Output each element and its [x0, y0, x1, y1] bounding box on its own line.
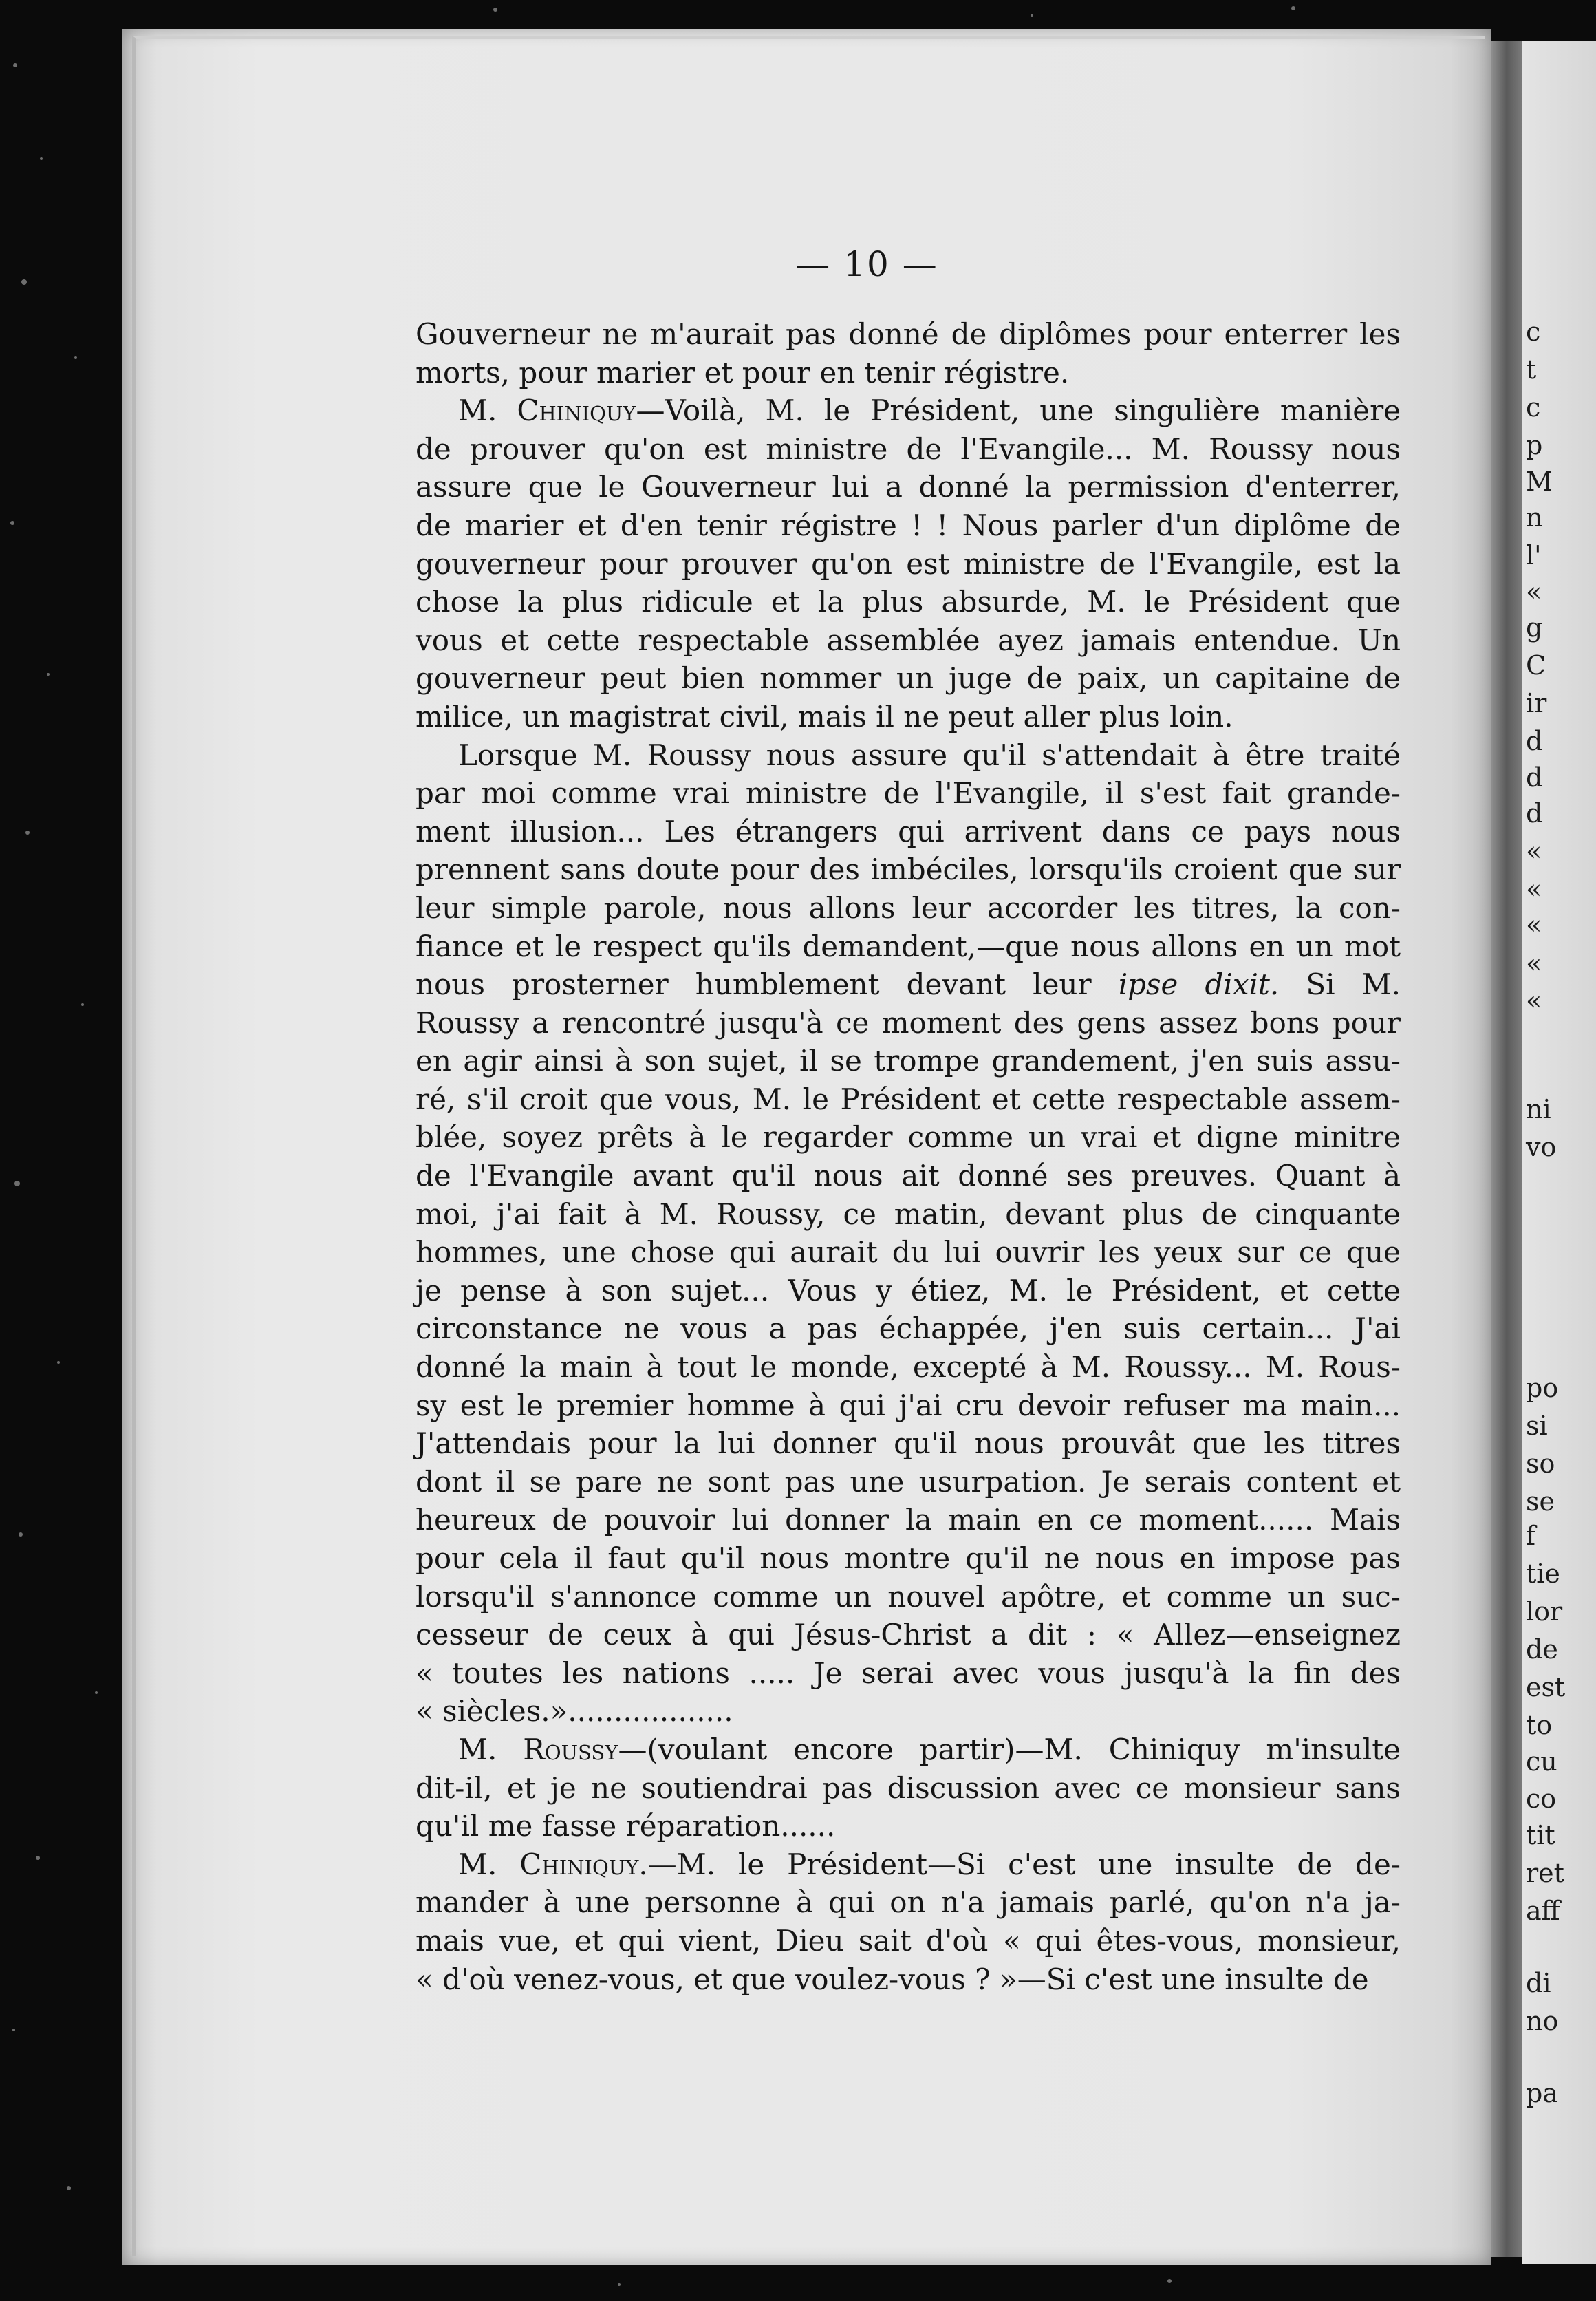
line-text: Roussy a rencontré jusqu'à ce moment des gens assez bons pour: [416, 1005, 1401, 1040]
line-text: cesseur de ceux à qui Jésus-Christ a dit : « Allez—enseignez: [416, 1618, 1401, 1652]
facing-page-fragment: «: [1526, 874, 1542, 904]
text-line: [416, 774, 1401, 813]
facing-page-fragment: ir: [1526, 688, 1547, 718]
line-text: fiance et le respect qu'ils demandent,—que nous allons en un mot: [416, 929, 1401, 963]
facing-page-fragment: «: [1526, 910, 1542, 940]
text-line: [416, 698, 1401, 736]
text-line: [416, 1118, 1401, 1157]
facing-page-fragment: tie: [1526, 1559, 1560, 1589]
text-line: [416, 1539, 1401, 1578]
text-line: [416, 1309, 1401, 1348]
line-text: prennent sans doute pour des imbéciles, lorsqu'ils croient que sur: [416, 853, 1401, 887]
text-line: [416, 850, 1401, 889]
text-line: [416, 545, 1401, 584]
text-line: [416, 1845, 1401, 1884]
facing-page-fragment: vo: [1526, 1132, 1557, 1162]
facing-page-fragment: c: [1526, 392, 1541, 422]
line-text: blée, soyez prêts à le regarder comme un vrai et digne minitre: [416, 1120, 1401, 1155]
text-line: [416, 1616, 1401, 1654]
line-text: pour cela il faut qu'il nous montre qu'il ne nous en impose pas: [416, 1541, 1401, 1575]
line-text: de prouver qu'on est ministre de l'Evangile... M. Roussy nous: [416, 431, 1401, 466]
facing-page-fragment: «: [1526, 836, 1542, 866]
facing-page-fragment: «: [1526, 948, 1542, 978]
text-line: [416, 1960, 1401, 1999]
text-line: [416, 965, 1401, 1004]
facing-page-fragment: aff: [1526, 1896, 1560, 1926]
text-line: [416, 468, 1401, 506]
line-text: heureux de pouvoir lui donner la main en ce moment...... Mais: [416, 1503, 1401, 1537]
facing-page-fragment: se: [1526, 1486, 1555, 1517]
facing-page-fragment: f: [1526, 1521, 1536, 1551]
facing-page-fragment: to: [1526, 1710, 1553, 1740]
line-text: Gouverneur ne m'aurait pas donné de diplômes pour enterrer les: [416, 317, 1401, 351]
text-line: [416, 1080, 1401, 1119]
line-text: ment illusion... Les étrangers qui arrivent dans ce pays nous: [416, 814, 1401, 848]
text-line: [416, 928, 1401, 966]
facing-page-fragment: so: [1526, 1448, 1555, 1479]
facing-page-fragment: c: [1526, 317, 1541, 347]
text-line: [416, 1501, 1401, 1539]
facing-page-fragment: p: [1526, 430, 1543, 460]
text-line: [416, 1578, 1401, 1616]
text-line: [416, 392, 1401, 430]
facing-page-fragment: g: [1526, 612, 1543, 643]
facing-page-fragment: no: [1526, 2006, 1559, 2036]
text-line: [416, 1424, 1401, 1463]
text-line: [416, 1042, 1401, 1080]
text-line: [416, 1233, 1401, 1272]
line-text: lorsqu'il s'annonce comme un nouvel apôtre, et comme un suc-: [416, 1579, 1401, 1614]
line-text: ré, s'il croit que vous, M. le Président et cette respectable assem-: [416, 1082, 1401, 1116]
facing-page-fragment: «: [1526, 985, 1542, 1016]
facing-page-fragment: d: [1526, 726, 1543, 756]
facing-page-fragment: d: [1526, 798, 1543, 828]
facing-page-fragment: si: [1526, 1411, 1548, 1441]
text-line: [416, 1807, 1401, 1845]
line-text: chose la plus ridicule et la plus absurde, M. le Président que: [416, 585, 1401, 619]
line-text: gouverneur pour prouver qu'on est ministre de l'Evangile, est la: [416, 546, 1401, 581]
text-line: [416, 1157, 1401, 1195]
line-text: Lorsque M. Roussy nous assure qu'il s'attendait à être traité: [458, 738, 1401, 772]
line-text: J'attendais pour la lui donner qu'il nous prouvât que les titres: [416, 1426, 1401, 1461]
page-number: — 10 —: [795, 244, 938, 284]
line-text: je pense à son sujet... Vous y étiez, M. le Président, et cette: [416, 1273, 1401, 1307]
text-line: [416, 315, 1401, 354]
line-text: gouverneur peut bien nommer un juge de paix, un capitaine de: [416, 661, 1401, 696]
text-line: [416, 1692, 1401, 1731]
text-line: [416, 736, 1401, 775]
text-line: [416, 1769, 1401, 1808]
line-text: nous prosterner humblement devant leur: [416, 967, 1119, 1002]
line-text: de marier et d'en tenir régistre ! ! Nous parler d'un diplôme de: [416, 508, 1401, 542]
italic-phrase: ipse dixit.: [1118, 967, 1280, 1002]
facing-page-edge: [1522, 41, 1596, 2264]
facing-page-fragment: est: [1526, 1672, 1566, 1702]
text-line: [416, 889, 1401, 928]
facing-page-fragment: pa: [1526, 2078, 1558, 2108]
line-text: moi, j'ai fait à M. Roussy, ce matin, devant plus de cinquante: [416, 1197, 1401, 1231]
line-text: en agir ainsi à son sujet, il se trompe grandement, j'en suis assu-: [416, 1044, 1401, 1078]
line-text: dont il se pare ne sont pas une usurpation. Je serais content et: [416, 1464, 1401, 1499]
line-text: vous et cette respectable assemblée ayez jamais entendue. Un: [416, 623, 1401, 657]
text-line: [416, 813, 1401, 851]
facing-page-fragment: n: [1526, 502, 1543, 533]
facing-page-fragment: ret: [1526, 1858, 1564, 1888]
facing-page-fragment: l': [1526, 540, 1542, 570]
facing-page-fragment: co: [1526, 1784, 1557, 1814]
line-text: par moi comme vrai ministre de l'Evangile, il s'est fait grande-: [416, 776, 1401, 811]
text-line: [416, 1195, 1401, 1234]
text-line: [416, 354, 1401, 392]
speaker-name: M. Roussy: [458, 1732, 618, 1766]
text-line: [416, 1922, 1401, 1960]
line-text: —(voulant encore partir)—M. Chiniquy m'insulte: [618, 1732, 1401, 1766]
line-text: sy est le premier homme à qui j'ai cru devoir refuser ma main...: [416, 1388, 1401, 1422]
line-text-tail: Si M.: [1279, 967, 1401, 1002]
facing-page-fragment: de: [1526, 1634, 1558, 1665]
facing-page-fragment: lor: [1526, 1596, 1563, 1627]
text-line: [416, 621, 1401, 660]
facing-page-fragment: po: [1526, 1373, 1559, 1403]
line-text: mander à une personne à qui on n'a jamais parlé, qu'on n'a ja-: [416, 1885, 1401, 1920]
text-line: [416, 1463, 1401, 1501]
text-line: [416, 583, 1401, 621]
text-line: [416, 1654, 1401, 1693]
text-line: [416, 1883, 1401, 1922]
facing-page-fragment: C: [1526, 650, 1546, 681]
line-text: milice, un magistrat civil, mais il ne peut aller plus loin.: [416, 699, 1233, 734]
line-text: « siècles.»..................: [416, 1694, 733, 1729]
line-text: donné la main à tout le monde, excepté à M. Roussy... M. Rous-: [416, 1350, 1401, 1384]
facing-page-fragment: ni: [1526, 1094, 1551, 1124]
line-text: hommes, une chose qui aurait du lui ouvrir les yeux sur ce que: [416, 1235, 1401, 1270]
line-text: morts, pour marier et pour en tenir régistre.: [416, 355, 1070, 389]
facing-page-fragment: di: [1526, 1968, 1551, 1998]
line-text: dit-il, et je ne soutiendrai pas discussion avec ce monsieur sans: [416, 1770, 1401, 1805]
body-text: [416, 315, 1401, 1998]
text-line: [416, 1004, 1401, 1042]
line-text: circonstance ne vous a pas échappée, j'en suis certain... J'ai: [416, 1312, 1401, 1346]
line-text: qu'il me fasse réparation......: [416, 1809, 836, 1843]
facing-page-fragment: tit: [1526, 1820, 1555, 1850]
speaker-name: M. Chiniquy: [458, 394, 636, 428]
facing-page-fragment: t: [1526, 354, 1537, 385]
facing-page-fragment: d: [1526, 762, 1543, 793]
line-text: leur simple parole, nous allons leur accorder les titres, la con-: [416, 890, 1401, 925]
text-line: [416, 1387, 1401, 1425]
text-line: [416, 1348, 1401, 1387]
line-text: mais vue, et qui vient, Dieu sait d'où « qui êtes-vous, monsieur,: [416, 1923, 1401, 1958]
speaker-name: M. Chiniquy.: [458, 1847, 648, 1881]
text-line: [416, 430, 1401, 469]
facing-page-fragment: cu: [1526, 1746, 1557, 1777]
line-text: de l'Evangile avant qu'il nous ait donné ses preuves. Quant à: [416, 1159, 1401, 1193]
text-line: [416, 659, 1401, 698]
line-text: « toutes les nations ..... Je serai avec vous jusqu'à la fin des: [416, 1656, 1401, 1690]
line-text: assure que le Gouverneur lui a donné la permission d'enterrer,: [416, 470, 1401, 504]
line-text: « d'où venez-vous, et que voulez-vous ? »—Si c'est une insulte de: [416, 1962, 1369, 1996]
text-line: [416, 1731, 1401, 1769]
facing-page-fragment: M: [1526, 467, 1553, 497]
text-line: [416, 1272, 1401, 1310]
facing-page-fragment: «: [1526, 577, 1542, 607]
text-line: [416, 506, 1401, 545]
book-gutter: [1491, 41, 1522, 2257]
line-text: —Voilà, M. le Président, une singulière manière: [636, 394, 1401, 428]
line-text: —M. le Président—Si c'est une insulte de de-: [647, 1847, 1401, 1881]
